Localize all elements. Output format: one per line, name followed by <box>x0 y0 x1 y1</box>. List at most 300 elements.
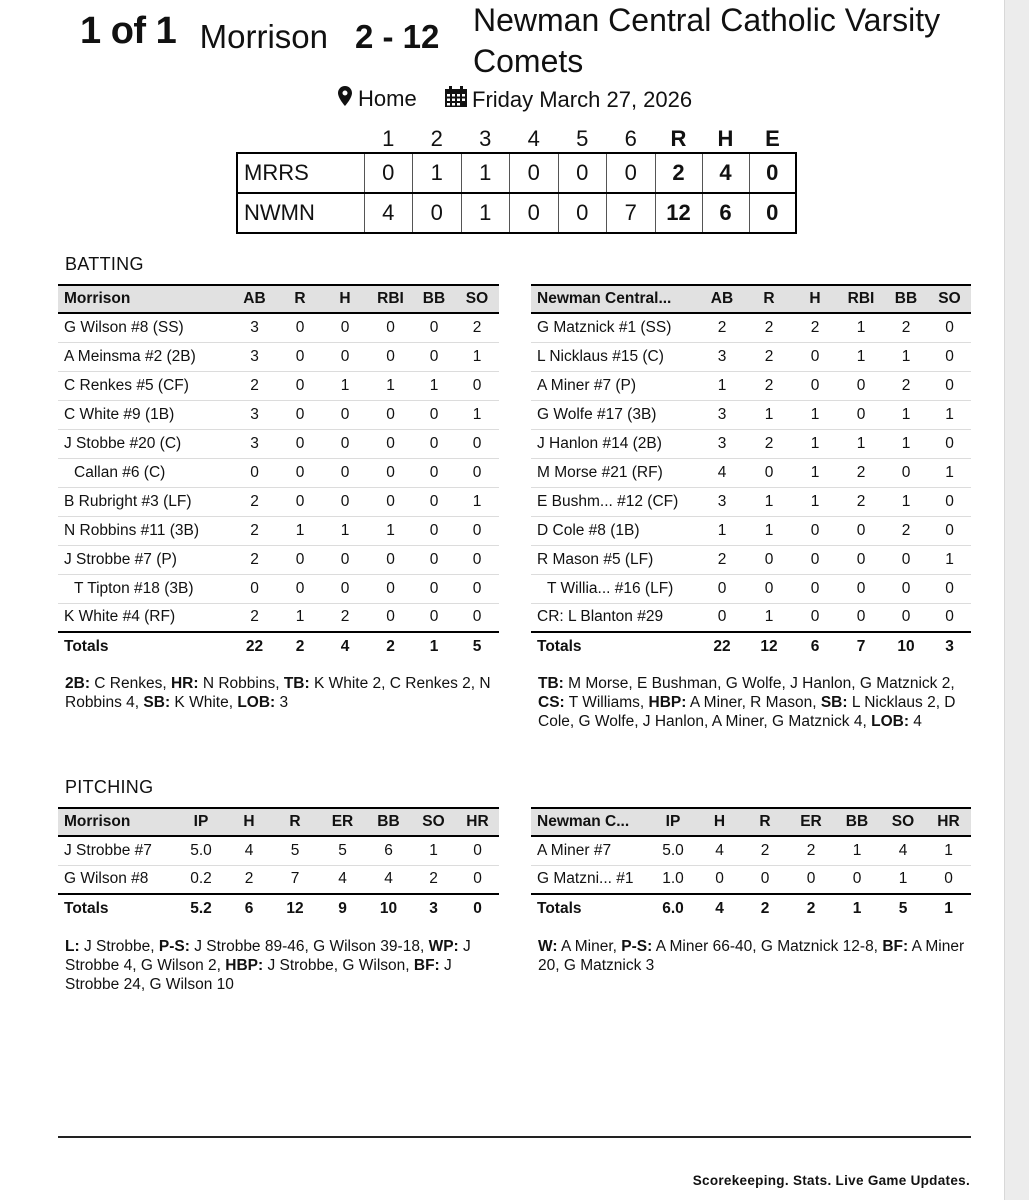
away-team-name: Morrison <box>200 18 328 55</box>
note-text: J Strobbe, <box>79 938 159 955</box>
stat-value: 0 <box>322 545 368 574</box>
totals-value: 6 <box>792 632 838 661</box>
stat-value: 2 <box>227 865 271 894</box>
note-text: J Strobbe, G Wilson, <box>263 957 414 974</box>
stat-value: 1 <box>368 371 413 400</box>
note-text: 4 <box>909 713 922 730</box>
stat-value: 0 <box>838 516 884 545</box>
stat-value: 0 <box>413 487 455 516</box>
stat-column-header: BB <box>834 808 880 836</box>
stat-body <box>58 836 499 894</box>
player-name: L Nicklaus #15 (C) <box>531 342 698 371</box>
totals-value: 10 <box>884 632 928 661</box>
stat-header-row <box>531 285 971 313</box>
stat-value: 0 <box>413 313 455 342</box>
player-name: T Tipton #18 (3B) <box>58 574 231 603</box>
batter-row <box>531 574 971 603</box>
stat-totals <box>58 632 499 661</box>
stat-value: 1 <box>884 342 928 371</box>
stat-value: 1 <box>368 516 413 545</box>
errors-total: 0 <box>749 193 796 233</box>
stat-value: 1 <box>792 458 838 487</box>
stat-value: 0 <box>884 574 928 603</box>
stat-column-header: BB <box>413 285 455 313</box>
stat-value: 1 <box>698 371 746 400</box>
stat-column-header: IP <box>649 808 697 836</box>
stat-column-header: H <box>322 285 368 313</box>
stat-column-header: IP <box>175 808 227 836</box>
note-label: HBP: <box>648 694 687 711</box>
note-text: K White 2, C Renkes 2, N Robbins 4, <box>65 675 491 711</box>
stat-value: 0 <box>834 865 880 894</box>
player-name: J Stobbe #20 (C) <box>58 429 231 458</box>
totals-value: 0 <box>456 894 499 923</box>
totals-value: 6 <box>227 894 271 923</box>
note-text: J Strobbe 24, G Wilson 10 <box>65 957 452 993</box>
home-pitching-table <box>531 807 971 923</box>
stat-value: 0 <box>838 603 884 632</box>
batter-row <box>58 574 499 603</box>
runs-header: R <box>670 125 687 151</box>
errors-header: E <box>765 125 780 151</box>
stat-value: 1 <box>792 429 838 458</box>
totals-row <box>531 894 971 923</box>
note-text: 3 <box>275 694 289 711</box>
note-label: TB: <box>538 675 564 692</box>
stat-value: 4 <box>319 865 366 894</box>
batter-row <box>58 487 499 516</box>
totals-value: 2 <box>742 894 788 923</box>
stat-value: 0 <box>413 342 455 371</box>
batter-row <box>531 516 971 545</box>
batter-row <box>58 429 499 458</box>
stat-value: 0 <box>413 458 455 487</box>
stat-value: 1 <box>884 429 928 458</box>
note-label: LOB: <box>237 694 276 711</box>
player-name: K White #4 (RF) <box>58 603 231 632</box>
stat-value: 5.0 <box>175 836 227 865</box>
totals-value: 3 <box>411 894 456 923</box>
location-label: Home <box>358 86 417 111</box>
stat-value: 0 <box>278 545 322 574</box>
stat-header <box>531 285 971 313</box>
stat-value: 2 <box>698 545 746 574</box>
stat-value: 0 <box>742 865 788 894</box>
stat-value: 2 <box>884 313 928 342</box>
stat-value: 1 <box>838 429 884 458</box>
stat-value: 0 <box>278 458 322 487</box>
batter-row <box>531 603 971 632</box>
pitcher-row <box>58 865 499 894</box>
batter-row <box>531 487 971 516</box>
totals-value: 1 <box>926 894 971 923</box>
stat-value: 0 <box>368 574 413 603</box>
stat-value: 0 <box>926 865 971 894</box>
note-text: T Williams, <box>564 694 649 711</box>
game-meta <box>0 86 1000 116</box>
inning-score: 1 <box>413 153 462 193</box>
stat-column-header: ER <box>319 808 366 836</box>
stat-value: 0.2 <box>175 865 227 894</box>
stat-value: 2 <box>231 371 278 400</box>
stat-value: 3 <box>698 400 746 429</box>
stat-value: 1 <box>838 342 884 371</box>
inning-score: 4 <box>364 193 413 233</box>
inning-score: 0 <box>510 153 559 193</box>
stat-value: 1 <box>792 487 838 516</box>
batting-section-title: BATTING <box>65 254 144 274</box>
stat-value: 0 <box>456 836 499 865</box>
line-score-table <box>236 125 797 234</box>
pitcher-row <box>531 865 971 894</box>
batter-row <box>531 458 971 487</box>
stat-value: 0 <box>278 487 322 516</box>
player-name: C White #9 (1B) <box>58 400 231 429</box>
stat-value: 3 <box>698 342 746 371</box>
stat-column-header: SO <box>411 808 456 836</box>
stat-body <box>58 313 499 632</box>
pitcher-row <box>58 836 499 865</box>
stat-header-row <box>531 808 971 836</box>
batter-row <box>531 400 971 429</box>
stat-value: 0 <box>928 342 971 371</box>
stat-value: 0 <box>368 313 413 342</box>
stat-value: 2 <box>231 545 278 574</box>
note-text: C Renkes, <box>89 675 171 692</box>
stat-value: 1 <box>455 342 499 371</box>
stat-value: 0 <box>322 458 368 487</box>
stat-totals <box>58 894 499 923</box>
stat-column-header: H <box>227 808 271 836</box>
stat-value: 1 <box>838 313 884 342</box>
stat-value: 0 <box>278 371 322 400</box>
stat-value: 0 <box>838 371 884 400</box>
stat-column-header: AB <box>698 285 746 313</box>
runs-total: 2 <box>655 153 702 193</box>
hits-total: 6 <box>702 193 749 233</box>
player-name: J Strobbe #7 <box>58 836 175 865</box>
stat-value: 0 <box>322 574 368 603</box>
stat-value: 0 <box>278 429 322 458</box>
stat-value: 1 <box>928 400 971 429</box>
line-score-row <box>237 153 796 193</box>
player-name: G Wilson #8 <box>58 865 175 894</box>
stat-value: 0 <box>322 487 368 516</box>
errors-total: 0 <box>749 153 796 193</box>
stat-value: 0 <box>368 603 413 632</box>
stat-value: 2 <box>746 342 792 371</box>
totals-value: 5 <box>455 632 499 661</box>
stat-header-row <box>58 808 499 836</box>
stat-value: 0 <box>322 429 368 458</box>
stat-value: 4 <box>697 836 742 865</box>
stat-value: 0 <box>231 574 278 603</box>
batter-row <box>58 400 499 429</box>
totals-row <box>58 632 499 661</box>
stat-value: 0 <box>455 545 499 574</box>
player-name: E Bushm... #12 (CF) <box>531 487 698 516</box>
stat-value: 0 <box>368 458 413 487</box>
stat-body <box>531 836 971 894</box>
inning-header: 5 <box>576 125 589 151</box>
note-text: A Miner, <box>557 938 622 955</box>
note-text: K White, <box>170 694 238 711</box>
stat-value: 0 <box>322 400 368 429</box>
stat-column-header: H <box>792 285 838 313</box>
stat-value: 0 <box>746 545 792 574</box>
note-label: P-S: <box>158 938 190 955</box>
stat-value: 0 <box>838 400 884 429</box>
player-name: A Miner #7 (P) <box>531 371 698 400</box>
stat-value: 0 <box>368 487 413 516</box>
stat-column-header: ER <box>788 808 834 836</box>
note-text: A Miner, R Mason, <box>686 694 821 711</box>
batter-row <box>58 516 499 545</box>
stat-value: 0 <box>413 603 455 632</box>
note-label: L: <box>65 938 80 955</box>
stat-value: 0 <box>792 342 838 371</box>
stat-value: 3 <box>231 342 278 371</box>
batter-row <box>531 371 971 400</box>
stat-value: 0 <box>746 574 792 603</box>
team-header: Morrison <box>58 808 175 836</box>
stat-value: 0 <box>792 516 838 545</box>
stat-value: 1 <box>455 400 499 429</box>
stat-column-header: H <box>697 808 742 836</box>
stat-value: 2 <box>884 371 928 400</box>
away-batting-table <box>58 284 499 661</box>
totals-value: 9 <box>319 894 366 923</box>
note-label: W: <box>538 938 558 955</box>
stat-value: 0 <box>928 487 971 516</box>
batter-row <box>58 313 499 342</box>
stat-value: 0 <box>368 400 413 429</box>
stat-column-header: R <box>271 808 319 836</box>
totals-row <box>58 894 499 923</box>
hits-total: 4 <box>702 153 749 193</box>
player-name: G Matznick #1 (SS) <box>531 313 698 342</box>
final-score: 2 - 12 <box>355 18 440 55</box>
inning-score: 1 <box>461 193 510 233</box>
stat-value: 1 <box>746 487 792 516</box>
inning-score: 1 <box>461 153 510 193</box>
player-name: G Wolfe #17 (3B) <box>531 400 698 429</box>
home-pitching-notes <box>538 937 972 975</box>
stat-value: 0 <box>413 400 455 429</box>
note-label: HR: <box>170 675 199 692</box>
stat-value: 1 <box>278 603 322 632</box>
stat-value: 0 <box>413 516 455 545</box>
line-score-row <box>237 193 796 233</box>
map-pin-icon <box>338 86 352 112</box>
stat-value: 1 <box>884 400 928 429</box>
page-indicator: 1 of 1 <box>80 10 177 52</box>
stat-column-header: RBI <box>838 285 884 313</box>
stat-value: 2 <box>788 836 834 865</box>
note-text: J Strobbe 4, G Wilson 2, <box>65 938 471 974</box>
inning-score: 0 <box>364 153 413 193</box>
stat-value: 3 <box>698 429 746 458</box>
calendar-icon <box>444 86 468 114</box>
stat-value: 0 <box>698 603 746 632</box>
stat-value: 0 <box>278 400 322 429</box>
note-text: A Miner 66-40, G Matznick 12-8, <box>652 938 883 955</box>
totals-value: 4 <box>697 894 742 923</box>
stat-column-header: HR <box>456 808 499 836</box>
team-header: Morrison <box>58 285 231 313</box>
totals-value: 22 <box>698 632 746 661</box>
stat-value: 0 <box>928 516 971 545</box>
stat-column-header: R <box>278 285 322 313</box>
stat-value: 0 <box>788 865 834 894</box>
player-name: A Miner #7 <box>531 836 649 865</box>
batter-row <box>58 342 499 371</box>
stat-value: 0 <box>231 458 278 487</box>
stat-value: 5 <box>319 836 366 865</box>
stat-value: 0 <box>368 342 413 371</box>
stat-totals <box>531 632 971 661</box>
inning-score: 0 <box>413 193 462 233</box>
note-label: TB: <box>283 675 310 692</box>
stat-value: 1 <box>928 458 971 487</box>
stat-value: 5.0 <box>649 836 697 865</box>
team-header: Newman C... <box>531 808 649 836</box>
note-label: SB: <box>143 694 171 711</box>
stat-value: 0 <box>928 371 971 400</box>
inning-header: 4 <box>527 125 540 151</box>
player-name: Callan #6 (C) <box>58 458 231 487</box>
stat-value: 0 <box>278 342 322 371</box>
footer-divider <box>58 1136 971 1138</box>
note-label: BF: <box>882 938 909 955</box>
player-name: C Renkes #5 (CF) <box>58 371 231 400</box>
stat-value: 2 <box>838 458 884 487</box>
stat-value: 2 <box>231 487 278 516</box>
stat-column-header: BB <box>366 808 411 836</box>
home-batting-notes <box>538 674 972 731</box>
stat-value: 1 <box>322 371 368 400</box>
totals-value: 5.2 <box>175 894 227 923</box>
stat-value: 0 <box>792 371 838 400</box>
note-label: P-S: <box>621 938 653 955</box>
player-name: D Cole #8 (1B) <box>531 516 698 545</box>
stat-value: 0 <box>455 429 499 458</box>
scroll-gutter[interactable] <box>1004 0 1029 1200</box>
inning-score: 0 <box>558 193 607 233</box>
stat-column-header: R <box>742 808 788 836</box>
stat-value: 1 <box>411 836 456 865</box>
totals-value: 5 <box>880 894 926 923</box>
stat-header-row <box>58 285 499 313</box>
stat-value: 0 <box>322 313 368 342</box>
player-name: G Matzni... #1 <box>531 865 649 894</box>
inning-score: 0 <box>607 153 656 193</box>
totals-value: 6.0 <box>649 894 697 923</box>
hits-header: H <box>717 125 734 151</box>
line-score-team: NWMN <box>237 193 364 233</box>
pitching-section-title: PITCHING <box>65 777 154 797</box>
stat-value: 1 <box>884 487 928 516</box>
player-name: R Mason #5 (LF) <box>531 545 698 574</box>
stat-value: 1 <box>926 836 971 865</box>
stat-value: 4 <box>227 836 271 865</box>
stat-value: 1 <box>413 371 455 400</box>
stat-column-header: SO <box>928 285 971 313</box>
stat-value: 2 <box>455 313 499 342</box>
game-location <box>338 86 417 112</box>
stat-value: 0 <box>792 545 838 574</box>
stat-value: 0 <box>928 603 971 632</box>
stat-value: 1 <box>746 516 792 545</box>
home-batting-table <box>531 284 971 661</box>
stat-value: 0 <box>456 865 499 894</box>
stat-value: 1 <box>792 400 838 429</box>
totals-label: Totals <box>58 632 231 661</box>
stat-value: 1 <box>278 516 322 545</box>
note-label: WP: <box>428 938 459 955</box>
stat-column-header: AB <box>231 285 278 313</box>
note-label: 2B: <box>65 675 90 692</box>
stat-value: 2 <box>322 603 368 632</box>
note-text: L Nicklaus 2, D Cole, G Wolfe, J Hanlon, A Miner, G Matznick 4, <box>538 694 956 730</box>
totals-value: 10 <box>366 894 411 923</box>
totals-value: 4 <box>322 632 368 661</box>
inning-header: 3 <box>479 125 492 151</box>
inning-header: 6 <box>624 125 637 151</box>
stat-value: 0 <box>698 574 746 603</box>
note-label: LOB: <box>871 713 909 730</box>
player-name: J Strobbe #7 (P) <box>58 545 231 574</box>
totals-value: 2 <box>278 632 322 661</box>
inning-score: 0 <box>510 193 559 233</box>
line-score-header <box>237 125 796 153</box>
stat-column-header: R <box>746 285 792 313</box>
stat-header <box>58 808 499 836</box>
totals-label: Totals <box>531 894 649 923</box>
note-text: M Morse, E Bushman, G Wolfe, J Hanlon, G Matznick 2, <box>563 675 955 692</box>
stat-value: 2 <box>884 516 928 545</box>
batter-row <box>531 545 971 574</box>
stat-value: 0 <box>278 574 322 603</box>
totals-value: 12 <box>746 632 792 661</box>
stat-value: 0 <box>838 574 884 603</box>
totals-label: Totals <box>531 632 698 661</box>
stat-value: 0 <box>455 516 499 545</box>
totals-value: 1 <box>413 632 455 661</box>
inning-score: 7 <box>607 193 656 233</box>
stat-value: 2 <box>698 313 746 342</box>
stat-value: 0 <box>928 429 971 458</box>
stat-value: 1 <box>698 516 746 545</box>
stat-value: 2 <box>746 313 792 342</box>
stat-value: 2 <box>746 371 792 400</box>
stat-value: 3 <box>231 429 278 458</box>
batter-row <box>58 371 499 400</box>
stat-value: 4 <box>366 865 411 894</box>
batter-row <box>531 342 971 371</box>
away-pitching-notes <box>65 937 501 994</box>
stat-value: 0 <box>455 603 499 632</box>
away-pitching-table <box>58 807 499 923</box>
stat-value: 0 <box>838 545 884 574</box>
batter-row <box>58 545 499 574</box>
home-team-name: Newman Central Catholic Varsity Comets <box>473 2 941 79</box>
batter-row <box>58 603 499 632</box>
note-label: BF: <box>413 957 440 974</box>
player-name: N Robbins #11 (3B) <box>58 516 231 545</box>
stat-column-header: SO <box>880 808 926 836</box>
stat-body <box>531 313 971 632</box>
